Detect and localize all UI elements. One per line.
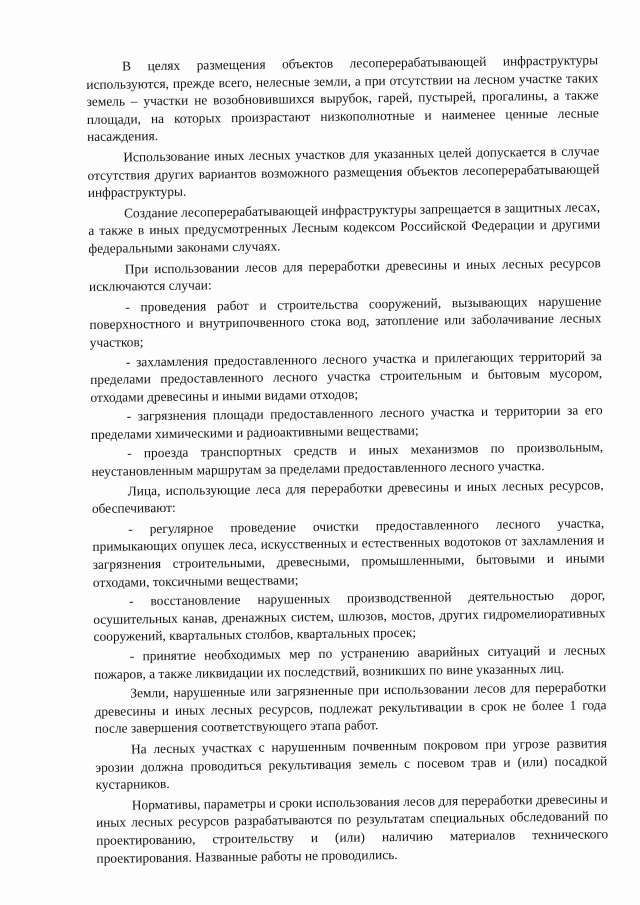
list-item-chemical-pollution: - загрязнения площади предоставленного лесного участка и территории за его пределами химическими и радиоактивными веществами; xyxy=(90,402,603,442)
paragraph-obligations-intro: Лица, использующие леса для переработки древесины и иных лесных ресурсов, обеспечивают: xyxy=(91,476,604,517)
list-item-littering: - захламления предоставленного лесного участка и прилегающих территорий за пределами предоставленного лесного участка строительным и бытовым мусором, отходами древесины и иными видами отходов; xyxy=(90,347,603,405)
list-item-restoration: - восстановление нарушенных производственной деятельностью дорог, осушительных канав, дренажных систем, шлюзов, мостов, других гидромелиоративных сооружений, квартальных столбов, квартальных просек; xyxy=(93,587,606,645)
paragraph-standards: Нормативы, параметры и сроки использования лесов для переработки древесины и иных лесных ресурсов разрабатываются по результатам специальных обследований по проектированию, строительству и (или) наличию материалов технического проектирования. Названные работы не проводились. xyxy=(95,790,609,866)
paragraph-recultivation-deadline: Земли, нарушенные или загрязненные при использовании лесов для переработки древесины и иных лесных ресурсов, подлежат рекультивации в срок не более 1 года после завершения соответствующего этапа работ. xyxy=(94,679,607,737)
list-item-emergency-measures: - принятие необходимых мер по устранению аварийных ситуаций и лесных пожаров, а также ликвидации их последствий, возникших по вине указанных лиц. xyxy=(93,642,606,682)
paragraph-protective-forests: Создание лесоперерабатывающей инфраструктуры запрещается в защитных лесах, а также в иных предусмотренных Лесным кодексом Российской Федерации и другими федеральными законами случаях. xyxy=(88,199,601,256)
list-item-vehicle-routes: - проезда транспортных средств и иных механизмов по произвольным, неустановленным маршрутам за пределами предоставленного лесного участка. xyxy=(91,439,604,480)
list-item-runoff-disruption: - проведения работ и строительства сооружений, вызывающих нарушение поверхностного и внутрипочвенного стока вод, затопление или заболачивание лесных участков; xyxy=(89,292,602,350)
document-body xyxy=(86,51,609,870)
paragraph-other-plots: Использование иных лесных участков для указанных целей допускается в случае отсутствия других вариантов возможного размещения объектов лесоперерабатывающей инфраструктуры. xyxy=(87,143,600,201)
paragraph-infrastructure-placement: В целях размещения объектов лесоперерабатывающей инфраструктуры используются, прежде всего, нелесные земли, а при отсутствии на лесном участке таких земель – участки не возобновившихся вырубок, гарей, пустырей, прогалины, а также площади, на которых произрастают низкополнотные и наименее ценные лесные насаждения. xyxy=(86,52,599,145)
list-item-regular-cleaning: - регулярное проведение очистки предоставленного лесного участка, примыкающих опушек леса, искусственных и естественных водотоков от захламления и загрязнения строительными, древесными, промышленными, бытовыми и иными отходами, токсичными веществами; xyxy=(92,515,605,590)
paragraph-excluded-cases-intro: При использовании лесов для переработки древесины и иных лесных ресурсов исключаются случаи: xyxy=(88,254,601,295)
paragraph-erosion-recultivation: На лесных участках с нарушенным почвенным покровом при угрозе развития эрозии должна проводиться рекультивация земель с посевом трав и (или) посадкой кустарников. xyxy=(95,735,608,793)
